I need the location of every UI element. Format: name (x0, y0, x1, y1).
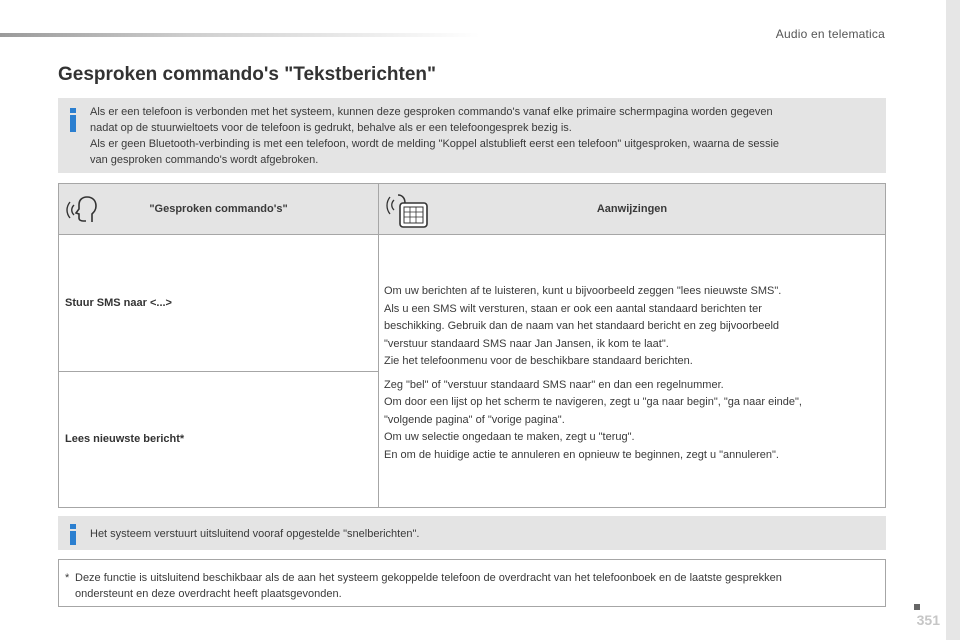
page-marker (914, 604, 920, 610)
instructions-paragraph-1 (384, 283, 871, 371)
info-icon (70, 108, 76, 132)
instruction-line: "verstuur standaard SMS naar Jan Jansen, ik kom te laat". (384, 337, 669, 350)
instruction-line: Als u een SMS wilt versturen, staan er ook een aantal standaard berichten ter (384, 302, 762, 315)
footnote-line: Deze functie is uitsluitend beschikbaar als de aan het systeem gekoppelde telefoon de overdracht van het telefoonboek en de laatste gesprekken (75, 572, 782, 584)
info-box-bottom (58, 516, 886, 550)
instructions-cell (379, 235, 886, 508)
instruction-line: Zeg "bel" of "verstuur standaard SMS naar" en dan een regelnummer. (384, 378, 724, 391)
instructions-paragraph-2 (384, 377, 871, 465)
info-box-top (58, 98, 886, 173)
section-title: Audio en telematica (775, 27, 885, 41)
table-header-instructions (379, 184, 886, 235)
info-icon (70, 524, 76, 545)
command-read-latest: Lees nieuwste bericht* (65, 433, 185, 446)
command-send-sms: Stuur SMS naar <...> (65, 296, 172, 309)
page-number: 351 (916, 612, 940, 628)
instruction-line: Om uw berichten af te luisteren, kunt u bijvoorbeeld zeggen "lees nieuwste SMS". (384, 285, 782, 297)
voice-commands-table (58, 183, 886, 508)
instruction-line: beschikking. Gebruik dan de naam van het standaard bericht en zeg bijvoorbeeld (384, 320, 780, 332)
table-header-commands-label: "Gesproken commando's" (149, 203, 288, 215)
info-text-bottom: Het systeem verstuurt uitsluitend vooraf opgestelde "snelberichten". (90, 528, 420, 540)
command-cell (59, 235, 379, 372)
table-header-instructions-label: Aanwijzingen (596, 203, 668, 215)
page-edge-strip (946, 0, 960, 640)
command-cell (59, 371, 379, 508)
footnote-line: ondersteunt en deze overdracht heeft plaatsgevonden. (75, 588, 342, 600)
table-header-commands (59, 184, 379, 235)
info-line: Als er geen Bluetooth-verbinding is met een telefoon, wordt de melding "Koppel alstublieft eerst een telefoon" uitgesproken, waarna de sessie (90, 138, 780, 150)
footnote-marker: * (65, 572, 70, 584)
info-line: nadat op de stuurwieltoets voor de telefoon is gedrukt, behalve als er een telefoongesprek bezig is. (90, 122, 572, 134)
instruction-line: Zie het telefoonmenu voor de beschikbare standaard berichten. (384, 355, 693, 367)
info-line: van gesproken commando's wordt afgebroken. (90, 154, 319, 166)
instruction-line: En om de huidige actie te annuleren en opnieuw te beginnen, zegt u "annuleren". (384, 448, 779, 461)
info-text-top (90, 104, 866, 168)
footnote-text (65, 570, 873, 602)
touchscreen-instructions-icon (385, 191, 433, 231)
header-decor-bar (0, 33, 480, 37)
instruction-line: Om uw selectie ongedaan te maken, zegt u "terug". (384, 431, 635, 443)
instruction-line: "volgende pagina" of "vorige pagina". (384, 413, 565, 426)
page-title: Gesproken commando's "Tekstberichten" (58, 64, 437, 85)
instruction-line: Om door een lijst op het scherm te navigeren, zegt u "ga naar begin", "ga naar einde", (384, 396, 802, 408)
info-line: Als er een telefoon is verbonden met het systeem, kunnen deze gesproken commando's vanaf elke primaire schermpagina worden gegeven (90, 106, 773, 118)
voice-command-icon (65, 191, 101, 227)
footnote (58, 559, 886, 607)
